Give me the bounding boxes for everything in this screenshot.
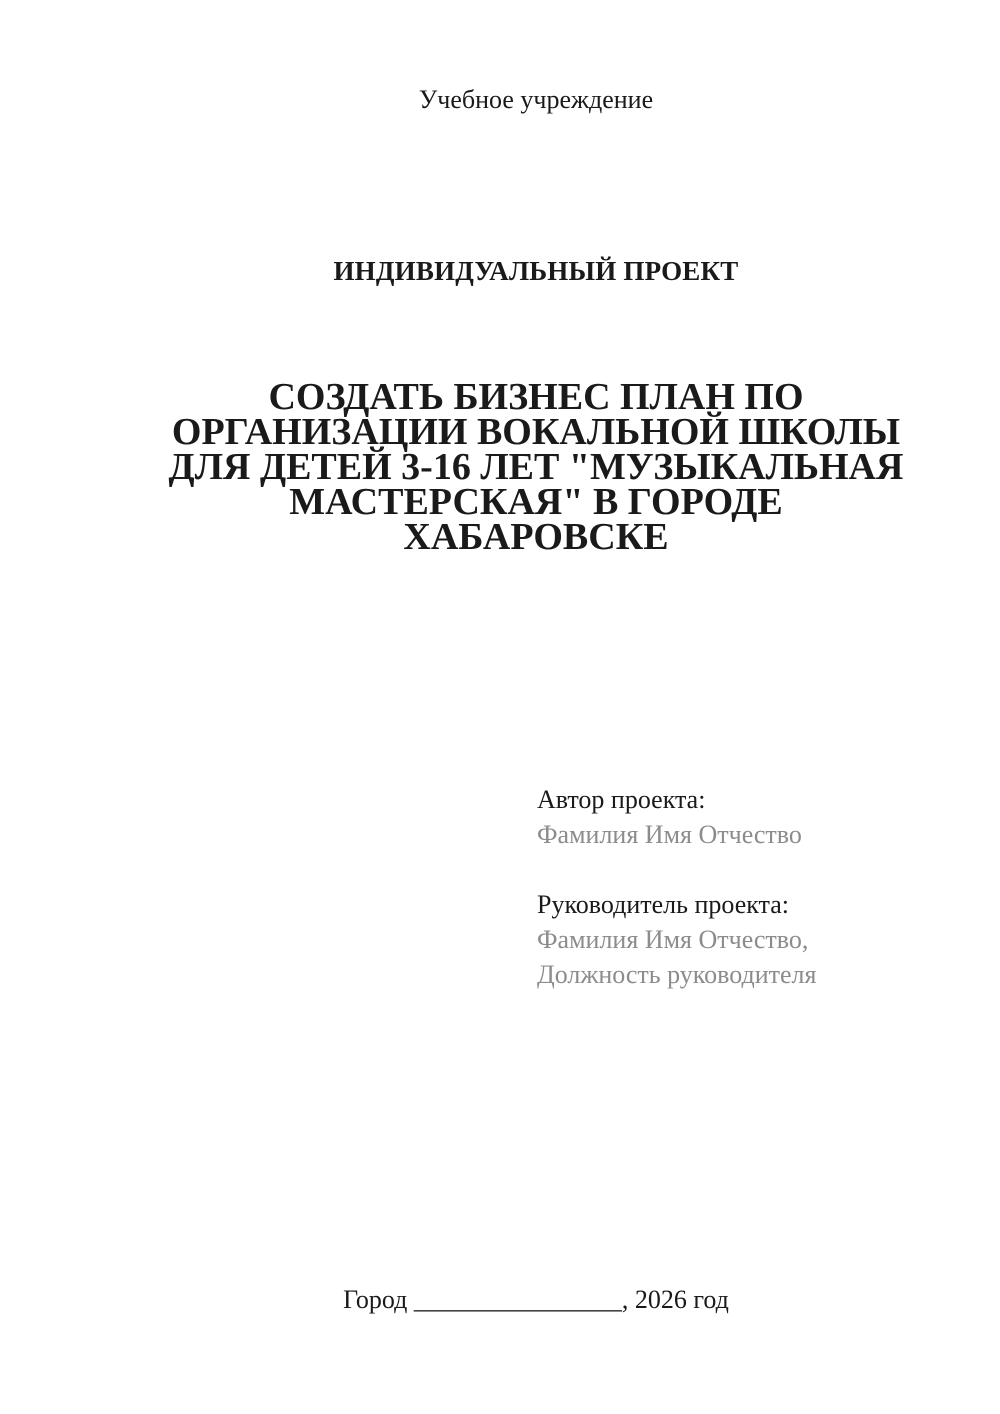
city-year-line: Город ________________, 2026 год [343, 1285, 729, 1314]
institution-name: Учебное учреждение [418, 85, 654, 114]
document-type-heading: ИНДИВИДУАЛЬНЫЙ ПРОЕКТ [333, 256, 739, 286]
project-title-line-5: ХАБАРОВСКЕ [403, 516, 669, 558]
supervisor-position-placeholder: Должность руководителя [537, 960, 817, 989]
supervisor-name-placeholder: Фамилия Имя Отчество, [537, 925, 809, 954]
supervisor-label: Руководитель проекта: [537, 890, 790, 919]
author-name-placeholder: Фамилия Имя Отчество [537, 820, 802, 849]
author-label: Автор проекта: [537, 785, 706, 814]
project-title-line-4: МАСТЕРСКАЯ" В ГОРОДЕ [289, 481, 783, 523]
project-title-line-3: ДЛЯ ДЕТЕЙ 3-16 ЛЕТ "МУЗЫКАЛЬНАЯ [168, 446, 904, 488]
project-title-line-2: ОРГАНИЗАЦИИ ВОКАЛЬНОЙ ШКОЛЫ [171, 411, 901, 453]
credits-spacer [537, 852, 816, 887]
project-title [143, 376, 929, 558]
credits-block [537, 782, 816, 992]
project-title-line-1: СОЗДАТЬ БИЗНЕС ПЛАН ПО [268, 376, 804, 418]
